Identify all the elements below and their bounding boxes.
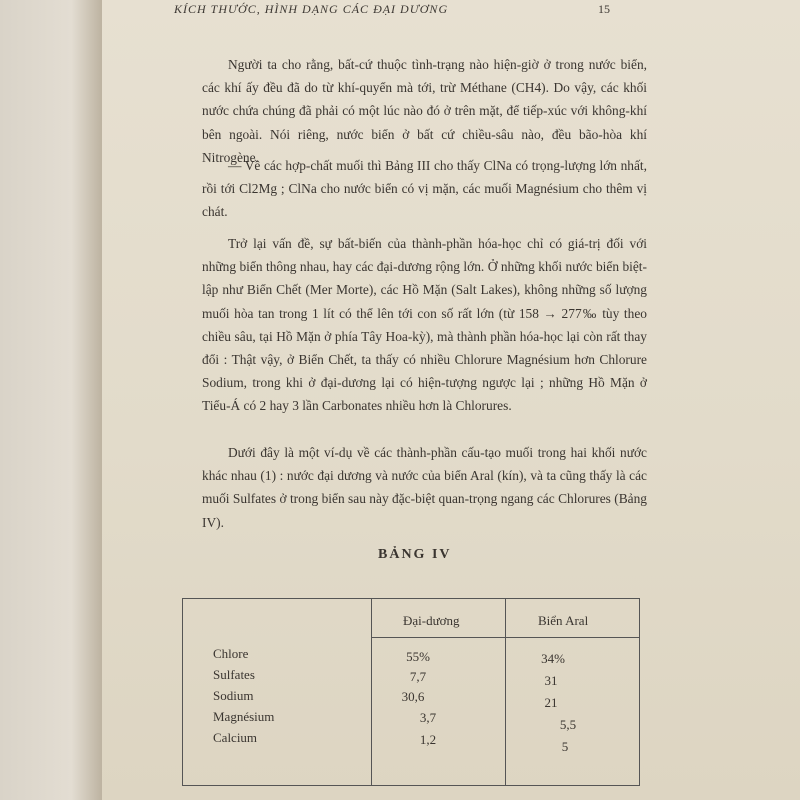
row-label: Sodium (213, 688, 254, 703)
paragraph-example-text: Dưới đây là một ví-dụ về các thành-phần cấu-tạo muối trong hai khối nước khác nhau (1) : nước đại dương và nước của biển Aral (kín), và ta cũng thấy là các muối Sulfates ở trong biển sau này đặc-biệt quan-trọng ngang các Chlorures (Bảng IV). (202, 445, 647, 530)
row-label: Chlore (213, 646, 249, 661)
ocean-value: 7,7 (409, 669, 427, 684)
ocean-value: 3,7 (419, 710, 437, 725)
table-divider (505, 599, 506, 785)
aral-value: 5,5 (559, 717, 577, 732)
row-label: Magnésium (213, 709, 275, 724)
ocean-value: 30,6 (401, 689, 425, 704)
paragraph-gases-text: Người ta cho rằng, bất-cứ thuộc tình-trạng nào hiện-giờ ở trong nước biển, các khí ấy đều đã do từ khí-quyển mà tới, trừ Méthane (CH4). Do vậy, các khối nước chứa chúng đã phải có một lúc nào đó ở trên mặt, để tiếp-xúc với không-khí bên ngoài. Nói riêng, nước biển ở bất cứ chiều-sâu nào, đều bão-hòa khí Nitrogène. (202, 57, 647, 165)
aral-value: 34% (541, 651, 565, 666)
running-head: KÍCH THƯỚC, HÌNH DẠNG CÁC ĐẠI DƯƠNG (174, 2, 449, 16)
row-label: Calcium (213, 730, 258, 745)
table-divider (371, 599, 372, 785)
column-header-aral: Biển Aral (538, 613, 589, 628)
paragraph-invariance (202, 232, 647, 418)
paragraph-gases (202, 53, 647, 169)
paragraph-salts (202, 154, 647, 224)
book-gutter (0, 0, 102, 800)
paragraph-example (202, 441, 647, 534)
table-title: BẢNG IV (378, 547, 452, 562)
ocean-value: 1,2 (419, 732, 437, 747)
aral-value: 31 (544, 673, 558, 688)
salt-composition-table (182, 598, 640, 786)
page-number: 15 (598, 2, 610, 16)
aral-value: 21 (544, 695, 558, 710)
column-header-ocean: Đại-dương (403, 613, 460, 628)
paragraph-invariance-text: Trở lại vấn đề, sự bất-biến của thành-phần hóa-học chỉ có giá-trị đối với những biển thông nhau, hay các đại-dương rộng lớn. Ở những khối nước biển biệt-lập như Biển Chết (Mer Morte), các Hồ Mặn (Salt Lakes), không những số lượng muối hòa tan trong 1 lít có thể lên tới con số rất lớn (từ 158 → 277‰ tùy theo chiều sâu, tại Hồ Mặn ở phía Tây Hoa-kỳ), mà thành phần hóa-học lại còn rất thay đổi : Thật vậy, ở Biển Chết, ta thấy có nhiều Chlorure Magnésium hơn Chlorure Sodium, trong khi ở đại-dương lại có hiện-tượng ngược lại ; những Hồ Mặn ở Tiểu-Á có 2 hay 3 lần Carbonates nhiều hơn là Chlorures. (202, 236, 647, 414)
aral-value: 5 (561, 739, 569, 754)
paragraph-salts-text: — Về các hợp-chất muối thì Bảng III cho thấy ClNa có trọng-lượng lớn nhất, rồi tới Cl2Mg ; ClNa cho nước biển có vị mặn, các muối Magnésium cho thêm vị chát. (202, 158, 647, 220)
row-label: Sulfates (213, 667, 255, 682)
ocean-value: 55% (406, 649, 430, 664)
table-header-rule (371, 637, 639, 638)
book-page (102, 0, 800, 800)
